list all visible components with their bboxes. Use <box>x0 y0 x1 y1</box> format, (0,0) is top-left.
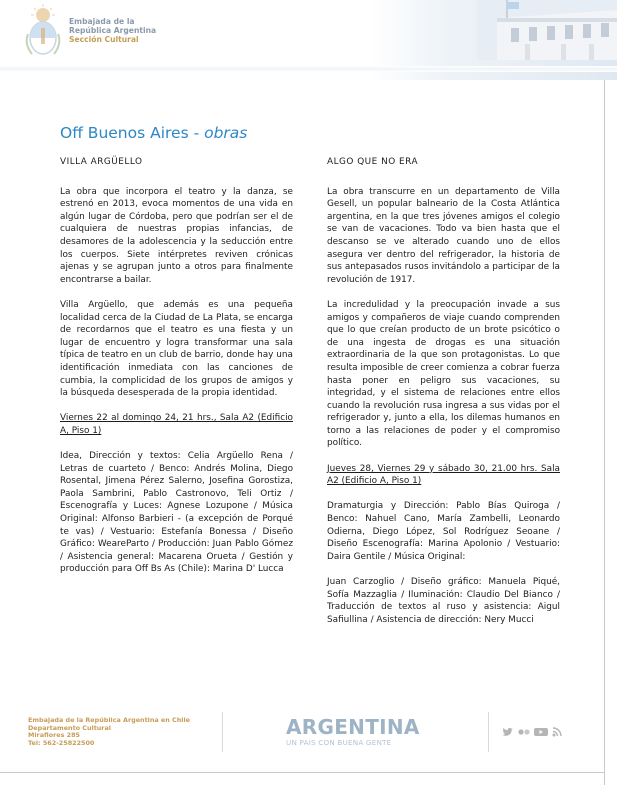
left-paragraph-2: Villa Argüello, que además es una pequeña localidad cerca de la Ciudad de La Plata, se encarga de recordarnos que el teatro es una fiesta y un lugar de encuentro y logra transformar una sala típica de teatro en un club de barrio, donde hay una identificación inmediata con las canciones de cumbia, la complicidad de los grupos de amigos y la búsqueda desesperada de la propia identidad. <box>60 299 293 399</box>
embassy-name-line1: Embajada de la <box>69 17 135 26</box>
twitter-icon[interactable] <box>502 727 514 740</box>
right-credits-1: Dramaturgia y Dirección: Pablo Bías Quiroga / Benco: Nahuel Cano, María Zambelli, Leonardo Odierna, Diego López, Sol Rodríguez Seoane / Diseño Escenografía: Marina Apolonio / Vestuario: Daira Gentile / Música Original: <box>327 501 560 562</box>
left-paragraph-1: La obra que incorpora el teatro y la danza, se estrenó en 2013, evoca momentos de una vida en algún lugar de Córdoba, pero que podrían ser el de cualquiera de nuestras propias infancias, de desamores de la adolescencia y la seducción entre los cuerpos. Siete intérpretes reviven crónicas ajenas y se agrupan junto a otros para finalmente encontrarse a bailar. <box>60 186 293 285</box>
footer-address-line3: Miraflores 285 <box>28 731 80 740</box>
brand-tagline: UN PAÍS CON BUENA GENTE <box>286 738 392 747</box>
embassy-name-line2: República Argentina <box>69 26 157 35</box>
right-dates: Jueves 28, Viernes 29 y sábado 30, 21.00 hrs. Sala A2 (Edificio A, Piso 1) <box>327 463 560 487</box>
embassy-name-line3: Sección Cultural <box>69 35 139 44</box>
embassy-name <box>69 17 156 44</box>
right-credits-2: Juan Carzoglio / Diseño gráfico: Manuela Piqué, Sofía Mazzaglia / Iluminación: Claudio Del Bianco / Traducción de textos al ruso y asistencia: Aigul Safiullina / Asistencia de dirección: Nery Mucci <box>327 577 560 625</box>
page-title-main: Off Buenos Aires - <box>60 124 205 142</box>
footer-divider-1 <box>222 712 223 752</box>
footer-address-line1: Embajada de la República Argentina en Chile <box>28 716 190 724</box>
argentina-coat-of-arms-icon <box>22 4 64 60</box>
page-title-italic: obras <box>204 124 248 142</box>
footer-address <box>28 717 190 747</box>
left-heading: VILLA ARGÜELLO <box>60 157 143 167</box>
header-divider <box>0 66 617 72</box>
page-border-bottom <box>0 772 605 773</box>
left-credits: Idea, Dirección y textos: Celia Argüello Rena / Letras de cuarteto / Benco: Andrés Molina, Diego Rosental, Jimena Pérez Salerno, Josefina Gorostiza, Paola Sambrini, Pablo Castronovo, Teli Ortiz / Escenografía y Luces: Agnese Lozupone / Música Original: Alfonso Barbieri - (a excepción de Porqué te vas) / Vestuario: Estefanía Bonessa / Diseño Gráfico: WeareParto / Producción: Juan Pablo Gómez / Asistencia general: Macarena Orueta / Gestión y producción para Off Bs As (Chile): Marina D' Lucca <box>60 451 293 575</box>
social-icons <box>502 727 562 740</box>
letterhead <box>0 0 617 80</box>
left-dates: Viernes 22 al domingo 24, 21 hrs., Sala A2 (Edificio A, Piso 1) <box>60 413 293 436</box>
footer-address-line2: Departamento Cultural <box>28 723 111 732</box>
right-heading: ALGO QUE NO ERA <box>327 157 419 167</box>
footer-divider-2 <box>488 712 489 752</box>
flickr-icon[interactable] <box>518 728 530 739</box>
right-column <box>327 156 560 639</box>
brand-name: ARGENTINA <box>286 715 420 739</box>
rss-icon[interactable] <box>552 727 562 740</box>
argentina-brand-logo <box>286 717 420 747</box>
embassy-building-image <box>477 0 617 60</box>
left-column <box>60 156 293 589</box>
right-paragraph-2: La incredulidad y la preocupación invade a sus amigos y compañeros de viaje cuando comprenden que lo que creían producto de un brote psicótico o de una ingesta de drogas es una situación extraordinaria de la que son protagonistas. Lo que resulta imposible de creer comienza a cobrar fuerza hasta poner en peligro sus vacaciones, su integridad, y el sistema de relaciones entre ellos cuando la revolución rusa ingresa a sus vidas por el refrigerador y, junto a ella, los dilemas humanos en torno a las relaciones de poder y el compromiso político. <box>327 299 560 449</box>
youtube-icon[interactable] <box>534 727 548 740</box>
page-border-right <box>604 0 605 785</box>
page-title <box>60 124 247 142</box>
right-paragraph-1: La obra transcurre en un departamento de Villa Gesell, un popular balneario de la Costa Atlántica argentina, en la que tres jóvenes amigos el colegio se van de vacaciones. Todo va bien hasta que el descanso se ve alterado cuando uno de ellos asegura ver dentro del refrigerador, la historia de sus antepasados rusos invitándolo a participar de la revolución de 1917. <box>327 186 560 285</box>
footer-address-line4: Tel: 562-25822500 <box>28 738 95 747</box>
